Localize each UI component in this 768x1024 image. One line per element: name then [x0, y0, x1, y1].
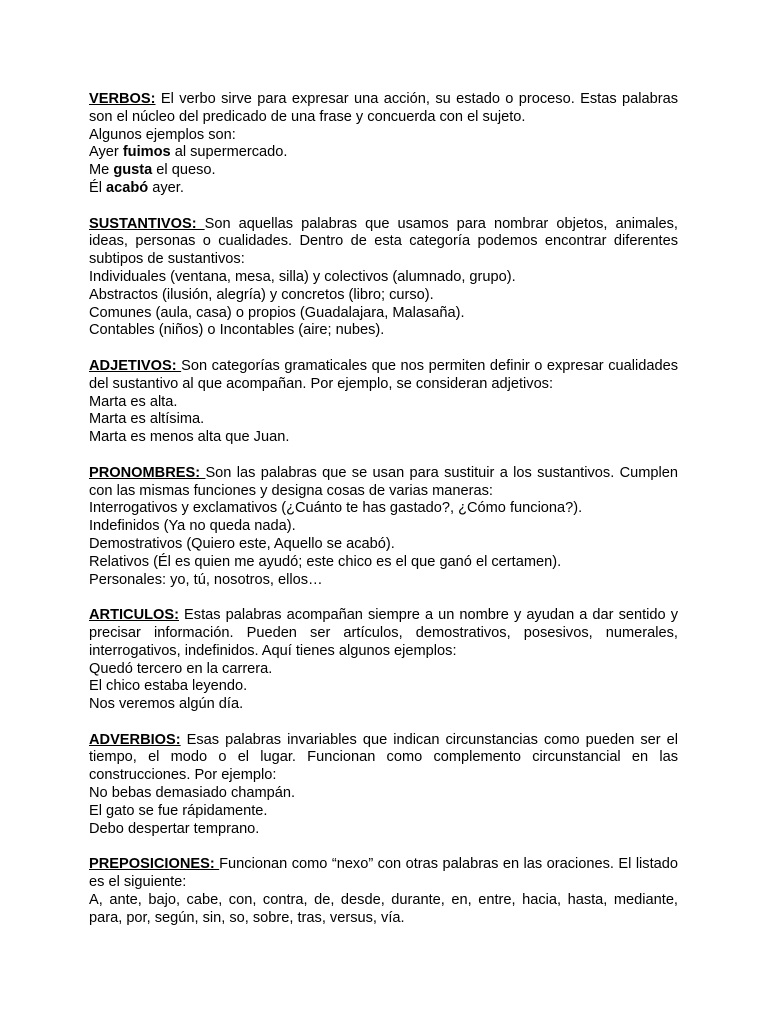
example-verb: fuimos	[122, 144, 171, 161]
verbos-heading: VERBOS:	[89, 91, 156, 107]
example-verb: acabó	[106, 179, 149, 196]
articulos-line: Quedó tercero en la carrera.	[89, 660, 273, 677]
example-verb: gusta	[113, 162, 153, 179]
pronombres-line: Relativos (Él es quien me ayudó; este chico es el que ganó el certamen).	[89, 553, 562, 570]
articulos-intro: Estas palabras acompañan siempre a un nombre y ayudan a dar sentido y precisar información. Pueden ser artículos, demostrativos, posesivos, numerales, interrogativos, indefinidos. Aquí tienes algunos ejemplos:	[89, 607, 678, 659]
section-adverbios	[89, 732, 678, 839]
verbos-line: Algunos ejemplos son:	[89, 126, 236, 143]
preposiciones-intro: Funcionan como “nexo” con otras palabras en las oraciones. El listado es el siguiente:	[89, 856, 679, 891]
adjetivos-line: Marta es menos alta que Juan.	[89, 429, 290, 446]
verbos-example	[89, 144, 678, 162]
pronombres-line: Personales: yo, tú, nosotros, ellos…	[89, 571, 323, 588]
sustantivos-line: Contables (niños) o Incontables (aire; nubes).	[89, 322, 385, 339]
articulos-line: Nos veremos algún día.	[89, 696, 244, 713]
articulos-paragraph	[89, 607, 678, 660]
pronombres-heading: PRONOMBRES:	[89, 464, 206, 481]
document-page	[89, 91, 678, 945]
pronombres-paragraph	[89, 465, 678, 501]
sustantivos-line: Individuales (ventana, mesa, silla) y colectivos (alumnado, grupo).	[89, 268, 516, 285]
adjetivos-intro: Son categorías gramaticales que nos permiten definir o expresar cualidades del sustantivo al que acompañan. Por ejemplo, se consideran adjetivos:	[89, 357, 678, 392]
adverbios-intro: Esas palabras invariables que indican circunstancias como pueden ser el tiempo, el modo o el lugar. Funcionan como complemento circunstancial en las construcciones. Por ejemplo:	[89, 731, 678, 784]
adjetivos-paragraph	[89, 358, 678, 394]
section-verbos	[89, 91, 678, 198]
section-pronombres	[89, 465, 678, 590]
verbos-paragraph	[89, 91, 678, 127]
adverbios-line: No bebas demasiado champán.	[89, 785, 296, 802]
example-text: Él	[89, 179, 107, 196]
verbos-example	[89, 162, 678, 180]
pronombres-line: Interrogativos y exclamativos (¿Cuánto te has gastado?, ¿Cómo funciona?).	[89, 500, 583, 517]
example-text: Ayer	[89, 144, 123, 161]
section-adjetivos	[89, 358, 678, 447]
adverbios-heading: ADVERBIOS:	[89, 731, 181, 748]
adjetivos-heading: ADJETIVOS:	[89, 357, 182, 374]
adjetivos-line: Marta es altísima.	[89, 411, 205, 428]
articulos-line: El chico estaba leyendo.	[89, 678, 248, 695]
sustantivos-line: Comunes (aula, casa) o propios (Guadalajara, Malasaña).	[89, 304, 465, 321]
adverbios-paragraph	[89, 732, 678, 785]
example-text: al supermercado.	[170, 144, 288, 161]
adverbios-line: Debo despertar temprano.	[89, 820, 260, 837]
example-text: el queso.	[152, 162, 216, 179]
sustantivos-line: Abstractos (ilusión, alegría) y concretos (libro; curso).	[89, 286, 434, 303]
pronombres-intro: Son las palabras que se usan para sustituir a los sustantivos. Cumplen con las mismas funciones y designa cosas de varias maneras:	[89, 464, 678, 499]
sustantivos-paragraph	[89, 216, 678, 269]
pronombres-line: Indefinidos (Ya no queda nada).	[89, 518, 296, 535]
sustantivos-heading: SUSTANTIVOS:	[89, 215, 205, 232]
example-text: Me	[89, 162, 114, 179]
verbos-intro: El verbo sirve para expresar una acción, su estado o proceso. Estas palabras son el núcleo del predicado de una frase y concuerda con el sujeto.	[89, 91, 678, 125]
articulos-heading: ARTICULOS:	[89, 607, 179, 624]
preposiciones-heading: PREPOSICIONES:	[89, 856, 220, 873]
example-text: ayer.	[148, 179, 184, 196]
pronombres-line: Demostrativos (Quiero este, Aquello se acabó).	[89, 535, 395, 552]
section-preposiciones	[89, 856, 678, 927]
verbos-example	[89, 180, 678, 198]
sustantivos-intro: Son aquellas palabras que usamos para nombrar objetos, animales, ideas, personas o cualidades. Dentro de esta categoría podemos encontrar diferentes subtipos de sustantivos:	[89, 215, 678, 268]
preposiciones-list: A, ante, bajo, cabe, con, contra, de, desde, durante, en, entre, hacia, hasta, mediante, para, por, según, sin, so, sobre, tras, versus, vía.	[89, 891, 678, 926]
section-sustantivos	[89, 216, 678, 341]
adverbios-line: El gato se fue rápidamente.	[89, 802, 268, 819]
preposiciones-paragraph	[89, 856, 678, 892]
adjetivos-line: Marta es alta.	[89, 393, 178, 410]
section-articulos	[89, 607, 678, 714]
